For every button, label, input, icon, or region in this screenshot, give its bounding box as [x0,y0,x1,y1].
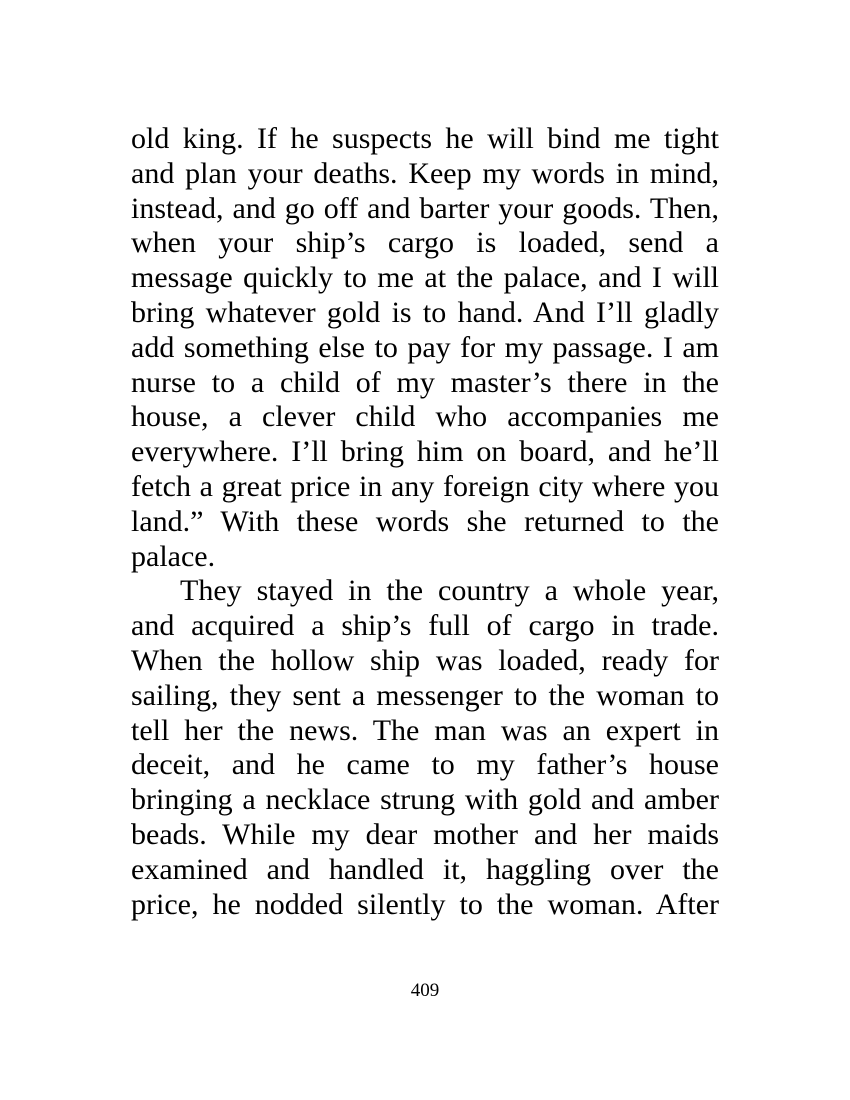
text-line: house, a clever child who accompanies me [131,400,719,434]
text-line: message quickly to me at the palace, and I will [131,261,719,295]
text-line-paragraph-start: They stayed in the country a whole year, [180,574,719,608]
page-number: 409 [410,980,440,1001]
text-line: beads. While my dear mother and her maids [131,817,719,851]
text-line: price, he nodded silently to the woman. After [131,887,719,921]
text-line: nurse to a child of my master’s there in the [131,365,719,399]
text-line: everywhere. I’ll bring him on board, and he’ll [131,435,719,469]
text-line: old king. If he suspects he will bind me tight [131,122,719,155]
text-line: bring whatever gold is to hand. And I’ll gladly [131,295,719,329]
body-text [131,122,719,922]
text-line: examined and handled it, haggling over the [131,852,719,886]
text-line: tell her the news. The man was an expert in [131,713,719,747]
text-line: when your ship’s cargo is loaded, send a [131,226,719,260]
text-line-paragraph-end: palace. [131,539,216,573]
text-line: add something else to pay for my passage. I am [131,330,719,364]
text-line: and plan your deaths. Keep my words in mind, [131,156,719,190]
text-line: and acquired a ship’s full of cargo in trade. [131,609,719,643]
text-line: fetch a great price in any foreign city where you [131,469,719,503]
text-line: When the hollow ship was loaded, ready for [131,643,719,677]
text-line: land.” With these words she returned to the [131,504,719,538]
text-line: sailing, they sent a messenger to the woman to [131,678,719,712]
text-line: instead, and go off and barter your goods. Then, [131,191,719,225]
text-line: bringing a necklace strung with gold and amber [131,783,719,817]
text-line: deceit, and he came to my father’s house [131,748,719,782]
